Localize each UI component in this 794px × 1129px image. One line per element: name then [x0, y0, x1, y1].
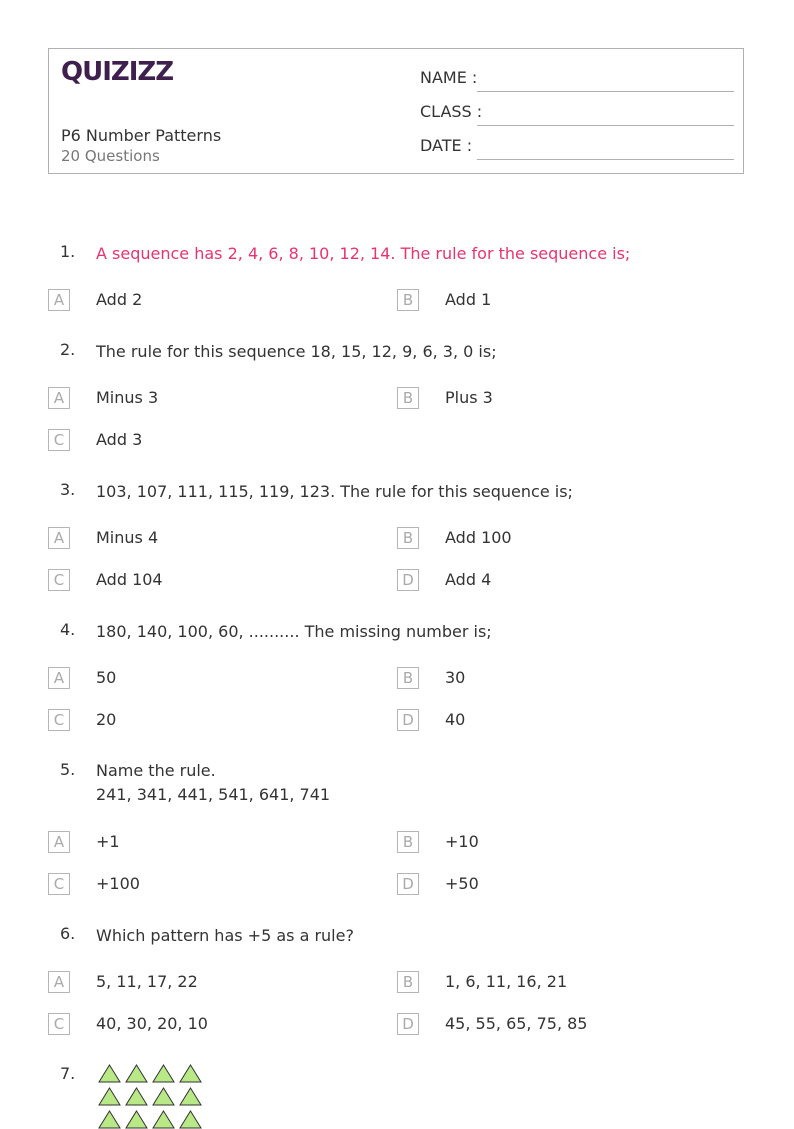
option-text: Minus 3 — [96, 388, 159, 407]
option-letter-box: D — [397, 709, 419, 731]
option-text: 20 — [96, 710, 117, 729]
option-letter-box: B — [397, 831, 419, 853]
option-letter-box: D — [397, 873, 419, 895]
date-label: DATE : — [420, 136, 473, 155]
question-count: 20 Questions — [61, 147, 160, 165]
triangle-icon — [98, 1110, 121, 1129]
option-letter-box: A — [48, 387, 70, 409]
option-letter-box: A — [48, 667, 70, 689]
option-letter-box: C — [48, 709, 70, 731]
name-line[interactable] — [477, 91, 734, 92]
option-letter-box: B — [397, 971, 419, 993]
date-field[interactable] — [420, 136, 734, 160]
date-line[interactable] — [477, 159, 734, 160]
question-text: The rule for this sequence 18, 15, 12, 9, 6, 3, 0 is; — [96, 342, 497, 361]
option-letter-box: C — [48, 1013, 70, 1035]
question-number: 5. — [60, 760, 76, 779]
option-letter-box: B — [397, 667, 419, 689]
option-letter-box: C — [48, 873, 70, 895]
option-text: Add 104 — [96, 570, 163, 589]
option-text: Plus 3 — [445, 388, 493, 407]
option-letter-box: C — [48, 429, 70, 451]
option-text: Add 100 — [445, 528, 512, 547]
question-number: 3. — [60, 480, 76, 499]
option-text: Add 1 — [445, 290, 492, 309]
option-letter-box: D — [397, 1013, 419, 1035]
triangle-icon — [179, 1087, 202, 1106]
option-text: 5, 11, 17, 22 — [96, 972, 198, 991]
question-text: 180, 140, 100, 60, .......... The missing number is; — [96, 622, 492, 641]
option-letter-box: A — [48, 527, 70, 549]
quizizz-logo: QUIZIZZ — [61, 57, 174, 87]
question-number: 6. — [60, 924, 76, 943]
triangle-icon — [98, 1064, 121, 1083]
question-number: 2. — [60, 340, 76, 359]
question-number: 7. — [60, 1064, 76, 1083]
worksheet-header — [48, 48, 744, 174]
class-field[interactable] — [420, 102, 734, 126]
triangle-icon — [152, 1110, 175, 1129]
triangle-icon — [125, 1110, 148, 1129]
question-text: A sequence has 2, 4, 6, 8, 10, 12, 14. The rule for the sequence is; — [96, 244, 631, 263]
option-text: 40, 30, 20, 10 — [96, 1014, 208, 1033]
triangle-icon — [98, 1087, 121, 1106]
option-text: Add 4 — [445, 570, 492, 589]
option-text: Add 3 — [96, 430, 143, 449]
option-text: 50 — [96, 668, 117, 687]
option-text: 1, 6, 11, 16, 21 — [445, 972, 568, 991]
option-letter-box: A — [48, 831, 70, 853]
option-text: 30 — [445, 668, 466, 687]
option-letter-box: D — [397, 569, 419, 591]
option-text: Minus 4 — [96, 528, 159, 547]
triangle-icon — [152, 1087, 175, 1106]
triangle-icon — [179, 1110, 202, 1129]
name-label: NAME : — [420, 68, 478, 87]
question-text: Which pattern has +5 as a rule? — [96, 926, 354, 945]
triangle-icon — [152, 1064, 175, 1083]
triangle-row-1 — [98, 1064, 202, 1083]
option-text: +50 — [445, 874, 479, 893]
option-letter-box: C — [48, 569, 70, 591]
option-letter-box: B — [397, 527, 419, 549]
class-line[interactable] — [477, 125, 734, 126]
option-text: 40 — [445, 710, 466, 729]
option-letter-box: A — [48, 971, 70, 993]
worksheet-title: P6 Number Patterns — [61, 126, 222, 145]
question-text: 103, 107, 111, 115, 119, 123. The rule for this sequence is; — [96, 482, 573, 501]
option-text: 45, 55, 65, 75, 85 — [445, 1014, 588, 1033]
option-letter-box: B — [397, 387, 419, 409]
triangle-row-3 — [98, 1110, 202, 1129]
name-field[interactable] — [420, 68, 734, 92]
option-text: +1 — [96, 832, 120, 851]
option-text: Add 2 — [96, 290, 143, 309]
triangle-icon — [125, 1064, 148, 1083]
question-text: Name the rule. 241, 341, 441, 541, 641, 741 — [96, 761, 331, 804]
option-text: +100 — [96, 874, 140, 893]
option-text: +10 — [445, 832, 479, 851]
triangle-icon — [125, 1087, 148, 1106]
triangle-row-2 — [98, 1087, 202, 1106]
question-number: 1. — [60, 242, 76, 261]
question-number: 4. — [60, 620, 76, 639]
option-letter-box: B — [397, 289, 419, 311]
triangle-icon — [179, 1064, 202, 1083]
class-label: CLASS : — [420, 102, 483, 121]
option-letter-box: A — [48, 289, 70, 311]
